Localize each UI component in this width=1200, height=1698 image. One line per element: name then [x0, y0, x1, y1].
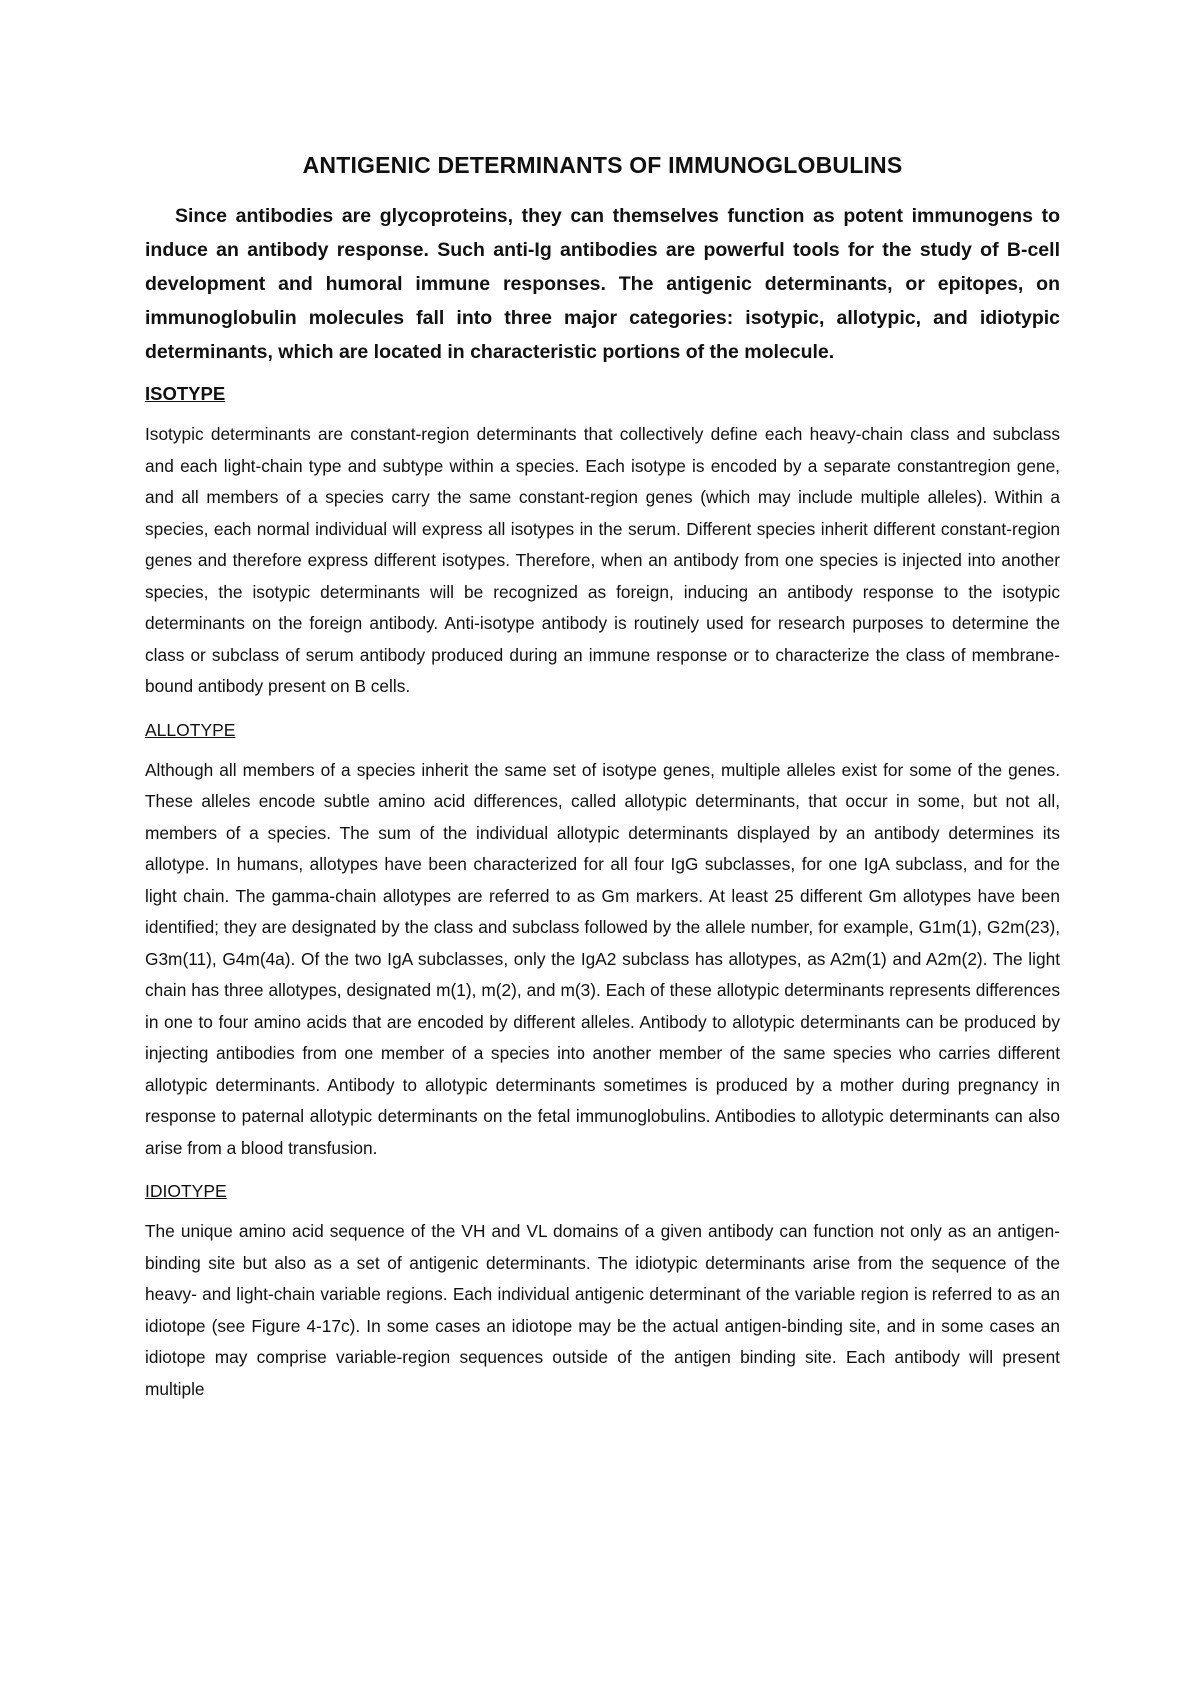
- intro-paragraph: Since antibodies are glycoproteins, they can themselves function as potent immunogens to induce an antibody response. Such anti-Ig antibodies are powerful tools for the study of B-cell development and humoral immune responses. The antigenic determinants, or epitopes, on immunoglobulin molecules fall into three major categories: isotypic, allotypic, and idiotypic determinants, which are located in characteristic portions of the molecule.: [145, 205, 1060, 363]
- section-body-idiotype: The unique amino acid sequence of the VH and VL domains of a given antibody can function not only as an antigen-binding site but also as a set of antigenic determinants. The idiotypic determinants arise from the sequence of the heavy- and light-chain variable regions. Each individual antigenic determinant of the variable region is referred to as an idiotope (see Figure 4-17c). In some cases an idiotope may be the actual antigen-binding site, and in some cases an idiotope may comprise variable-region sequences outside of the antigen binding site. Each antibody will present multiple: [145, 1221, 1060, 1399]
- section-heading-isotype: ISOTYPE: [145, 383, 226, 404]
- document-title: ANTIGENIC DETERMINANTS OF IMMUNOGLOBULINS: [302, 152, 903, 178]
- section-body-allotype: Although all members of a species inherit the same set of isotype genes, multiple alleles exist for some of the genes. These alleles encode subtle amino acid differences, called allotypic determinants, that occur in some, but not all, members of a species. The sum of the individual allotypic determinants displayed by an antibody determines its allotype. In humans, allotypes have been characterized for all four IgG subclasses, for one IgA subclass, and for the light chain. The gamma-chain allotypes are referred to as Gm markers. At least 25 different Gm allotypes have been identified; they are designated by the class and subclass followed by the allele number, for example, G1m(1), G2m(23), G3m(11), G4m(4a). Of the two IgA subclasses, only the IgA2 subclass has allotypes, as A2m(1) and A2m(2). The light chain has three allotypes, designated m(1), m(2), and m(3). Each of these allotypic determinants represents differences in one to four amino acids that are encoded by different alleles. Antibody to allotypic determinants can be produced by injecting antibodies from one member of a species into another member of the same species who carries different allotypic determinants. Antibody to allotypic determinants sometimes is produced by a mother during pregnancy in response to paternal allotypic determinants on the fetal immunoglobulins. Antibodies to allotypic determinants can also arise from a blood transfusion.: [145, 759, 1060, 1158]
- document-page: [145, 150, 1060, 1419]
- section-heading-allotype: ALLOTYPE: [145, 719, 236, 740]
- section-heading-idiotype: IDIOTYPE: [145, 1181, 227, 1201]
- section-body-isotype: Isotypic determinants are constant-region determinants that collectively define each heavy-chain class and subclass and each light-chain type and subtype within a species. Each isotype is encoded by a separate constantregion gene, and all members of a species carry the same constant-region genes (which may include multiple alleles). Within a species, each normal individual will express all isotypes in the serum. Different species inherit different constant-region genes and therefore express different isotypes. Therefore, when an antibody from one species is injected into another species, the isotypic determinants will be recognized as foreign, inducing an antibody response to the isotypic determinants on the foreign antibody. Anti-isotype antibody is routinely used for research purposes to determine the class or subclass of serum antibody produced during an immune response or to characterize the class of membrane-bound antibody present on B cells.: [145, 424, 1060, 696]
